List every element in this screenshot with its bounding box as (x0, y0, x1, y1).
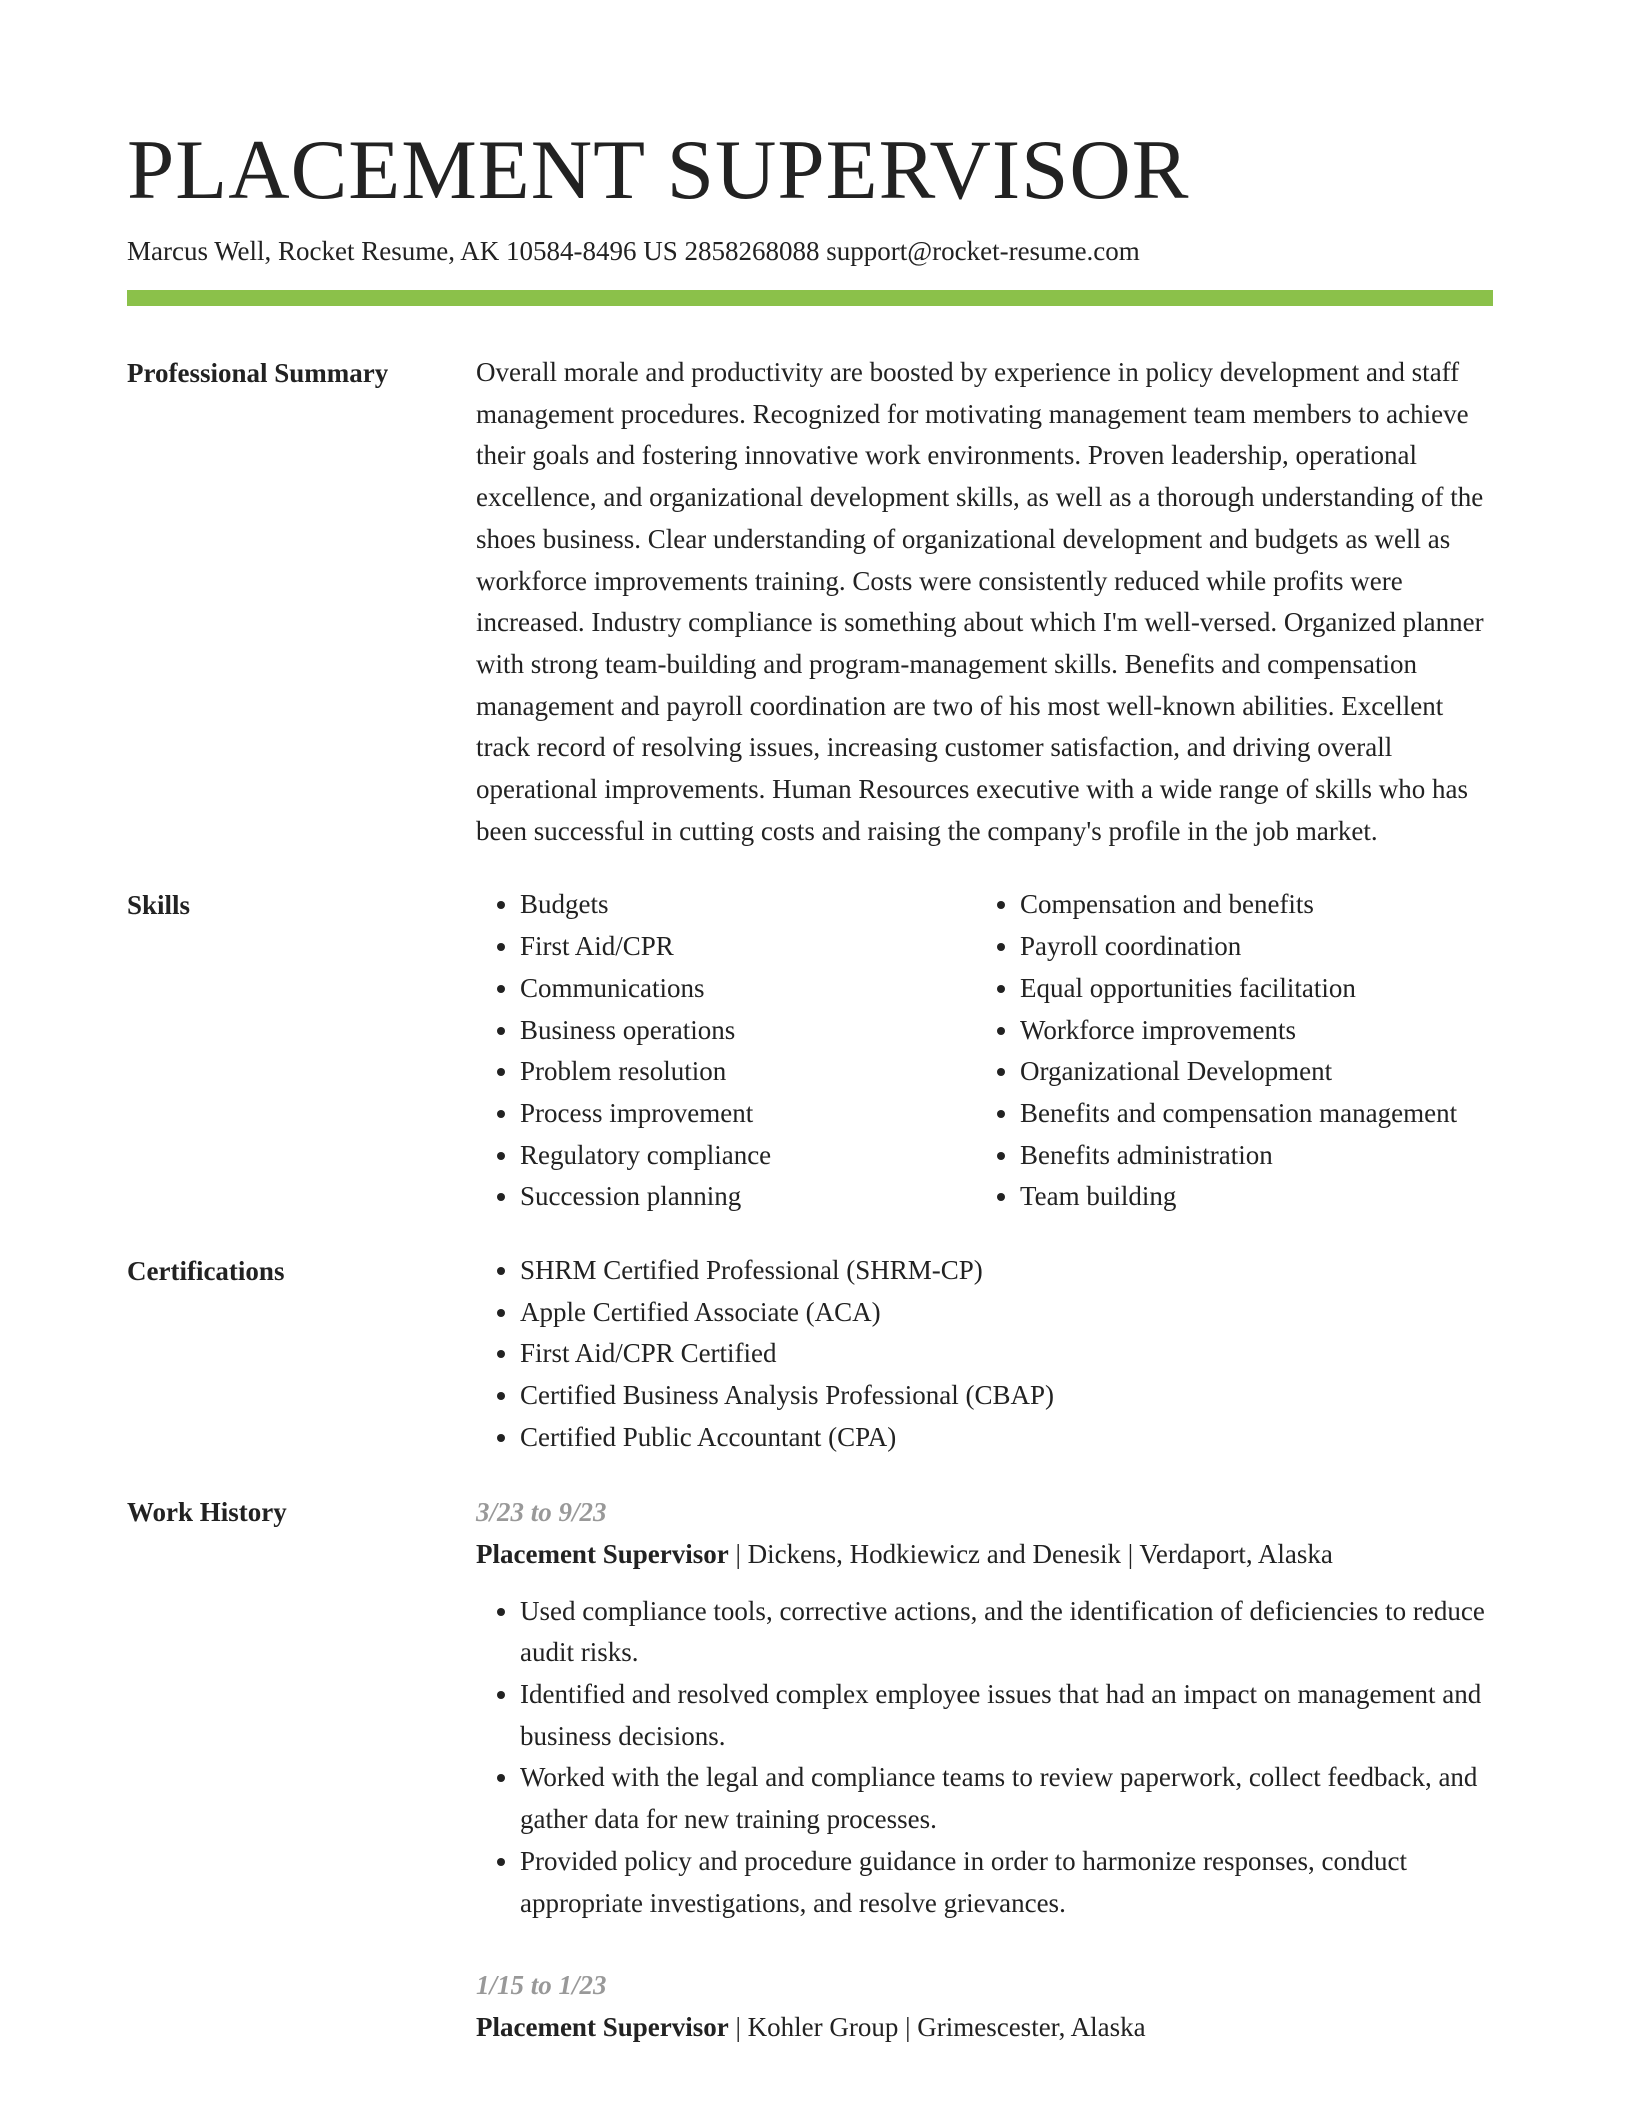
certifications-list (476, 1250, 1493, 1459)
job-date: 1/15 to 1/23 (476, 1970, 607, 2001)
certification-item: • SHRM Certified Professional (SHRM-CP) (520, 1250, 1493, 1292)
certification-item: • Apple Certified Associate (ACA) (520, 1292, 1493, 1334)
certification-item: • Certified Business Analysis Professional (CBAP) (520, 1375, 1493, 1417)
certifications-body (476, 1250, 1493, 1459)
skill-item: • Business operations (520, 1010, 976, 1052)
skill-item: • Organizational Development (1020, 1051, 1476, 1093)
certification-item: • Certified Public Accountant (CPA) (520, 1417, 1493, 1459)
work-history-section (127, 1491, 1493, 2049)
skill-item: • Team building (1020, 1176, 1476, 1218)
skills-body (476, 884, 1493, 1218)
skills-column-right (976, 884, 1476, 1218)
job-entry (476, 1491, 1493, 1925)
job-bullet: • Worked with the legal and compliance teams to review paperwork, collect feedback, and gather data for new training processes. (520, 1757, 1493, 1840)
section-label-summary: Professional Summary (127, 358, 389, 388)
skill-item: • Regulatory compliance (520, 1135, 976, 1177)
job-date: 3/23 to 9/23 (476, 1496, 607, 1527)
skills-list-left (476, 884, 976, 1218)
certifications-section (127, 1250, 1493, 1459)
section-label-certifications: Certifications (127, 1256, 285, 1287)
job-title: Placement Supervisor (476, 1538, 729, 1569)
skill-item: • Problem resolution (520, 1051, 976, 1093)
section-label-skills: Skills (127, 890, 191, 921)
skills-section (127, 884, 1493, 1218)
job-title: Placement Supervisor (476, 2012, 729, 2043)
job-bullets (476, 1591, 1493, 1925)
job-company-location: | Dickens, Hodkiewicz and Denesik | Verdaport, Alaska (728, 1538, 1333, 1569)
skill-item: • Process improvement (520, 1093, 976, 1135)
skill-item: • Benefits and compensation management (1020, 1093, 1476, 1135)
resume-page (127, 0, 1493, 2048)
job-heading (476, 2006, 1493, 2048)
summary-text: Overall morale and productivity are boosted by experience in policy development and staff management procedures. Recognized for motivating management team members to achieve their goals and fostering innovative work environments. Proven leadership, operational excellence, and organizational development skills, as well as a thorough understanding of the shoes business. Clear understanding of organizational development and budgets as well as workforce improvements training. Costs were consistently reduced while profits were increased. Industry compliance is something about which I'm well-versed. Organized planner with strong team-building and program-management skills. Benefits and compensation management and payroll coordination are two of his most well-known abilities. Excellent track record of resolving issues, increasing customer satisfaction, and driving overall operational improvements. Human Resources executive with a wide range of skills who has been successful in cutting costs and raising the company's profile in the job market. (476, 357, 1484, 846)
skills-list-right (976, 884, 1476, 1218)
job-bullet: • Provided policy and procedure guidance in order to harmonize responses, conduct appropriate investigations, and resolve grievances. (520, 1841, 1493, 1924)
certification-item: • First Aid/CPR Certified (520, 1333, 1493, 1375)
professional-summary-section (127, 352, 1493, 852)
contact-line: Marcus Well, Rocket Resume, AK 10584-8496 US 2858268088 support@rocket-resume.com (127, 236, 1140, 266)
job-bullet: • Identified and resolved complex employee issues that had an impact on management and business decisions. (520, 1674, 1493, 1757)
job-bullet: • Used compliance tools, corrective actions, and the identification of deficiencies to reduce audit risks. (520, 1591, 1493, 1674)
skill-item: • Budgets (520, 884, 976, 926)
skill-item: • Workforce improvements (1020, 1010, 1476, 1052)
skill-item: • First Aid/CPR (520, 926, 976, 968)
skill-item: • Payroll coordination (1020, 926, 1476, 968)
skill-item: • Succession planning (520, 1176, 976, 1218)
skill-item: • Compensation and benefits (1020, 884, 1476, 926)
work-history-body (476, 1491, 1493, 2049)
resume-title: PLACEMENT SUPERVISOR (127, 123, 1190, 217)
skills-column-left (476, 884, 976, 1218)
skill-item: • Equal opportunities facilitation (1020, 968, 1476, 1010)
section-label-work-history: Work History (127, 1496, 287, 1527)
job-company-location: | Kohler Group | Grimescester, Alaska (728, 2012, 1146, 2043)
job-heading (476, 1533, 1493, 1575)
accent-divider (127, 290, 1493, 306)
job-entry (476, 1964, 1493, 2048)
skill-item: • Benefits administration (1020, 1135, 1476, 1177)
skill-item: • Communications (520, 968, 976, 1010)
summary-body (476, 352, 1493, 852)
